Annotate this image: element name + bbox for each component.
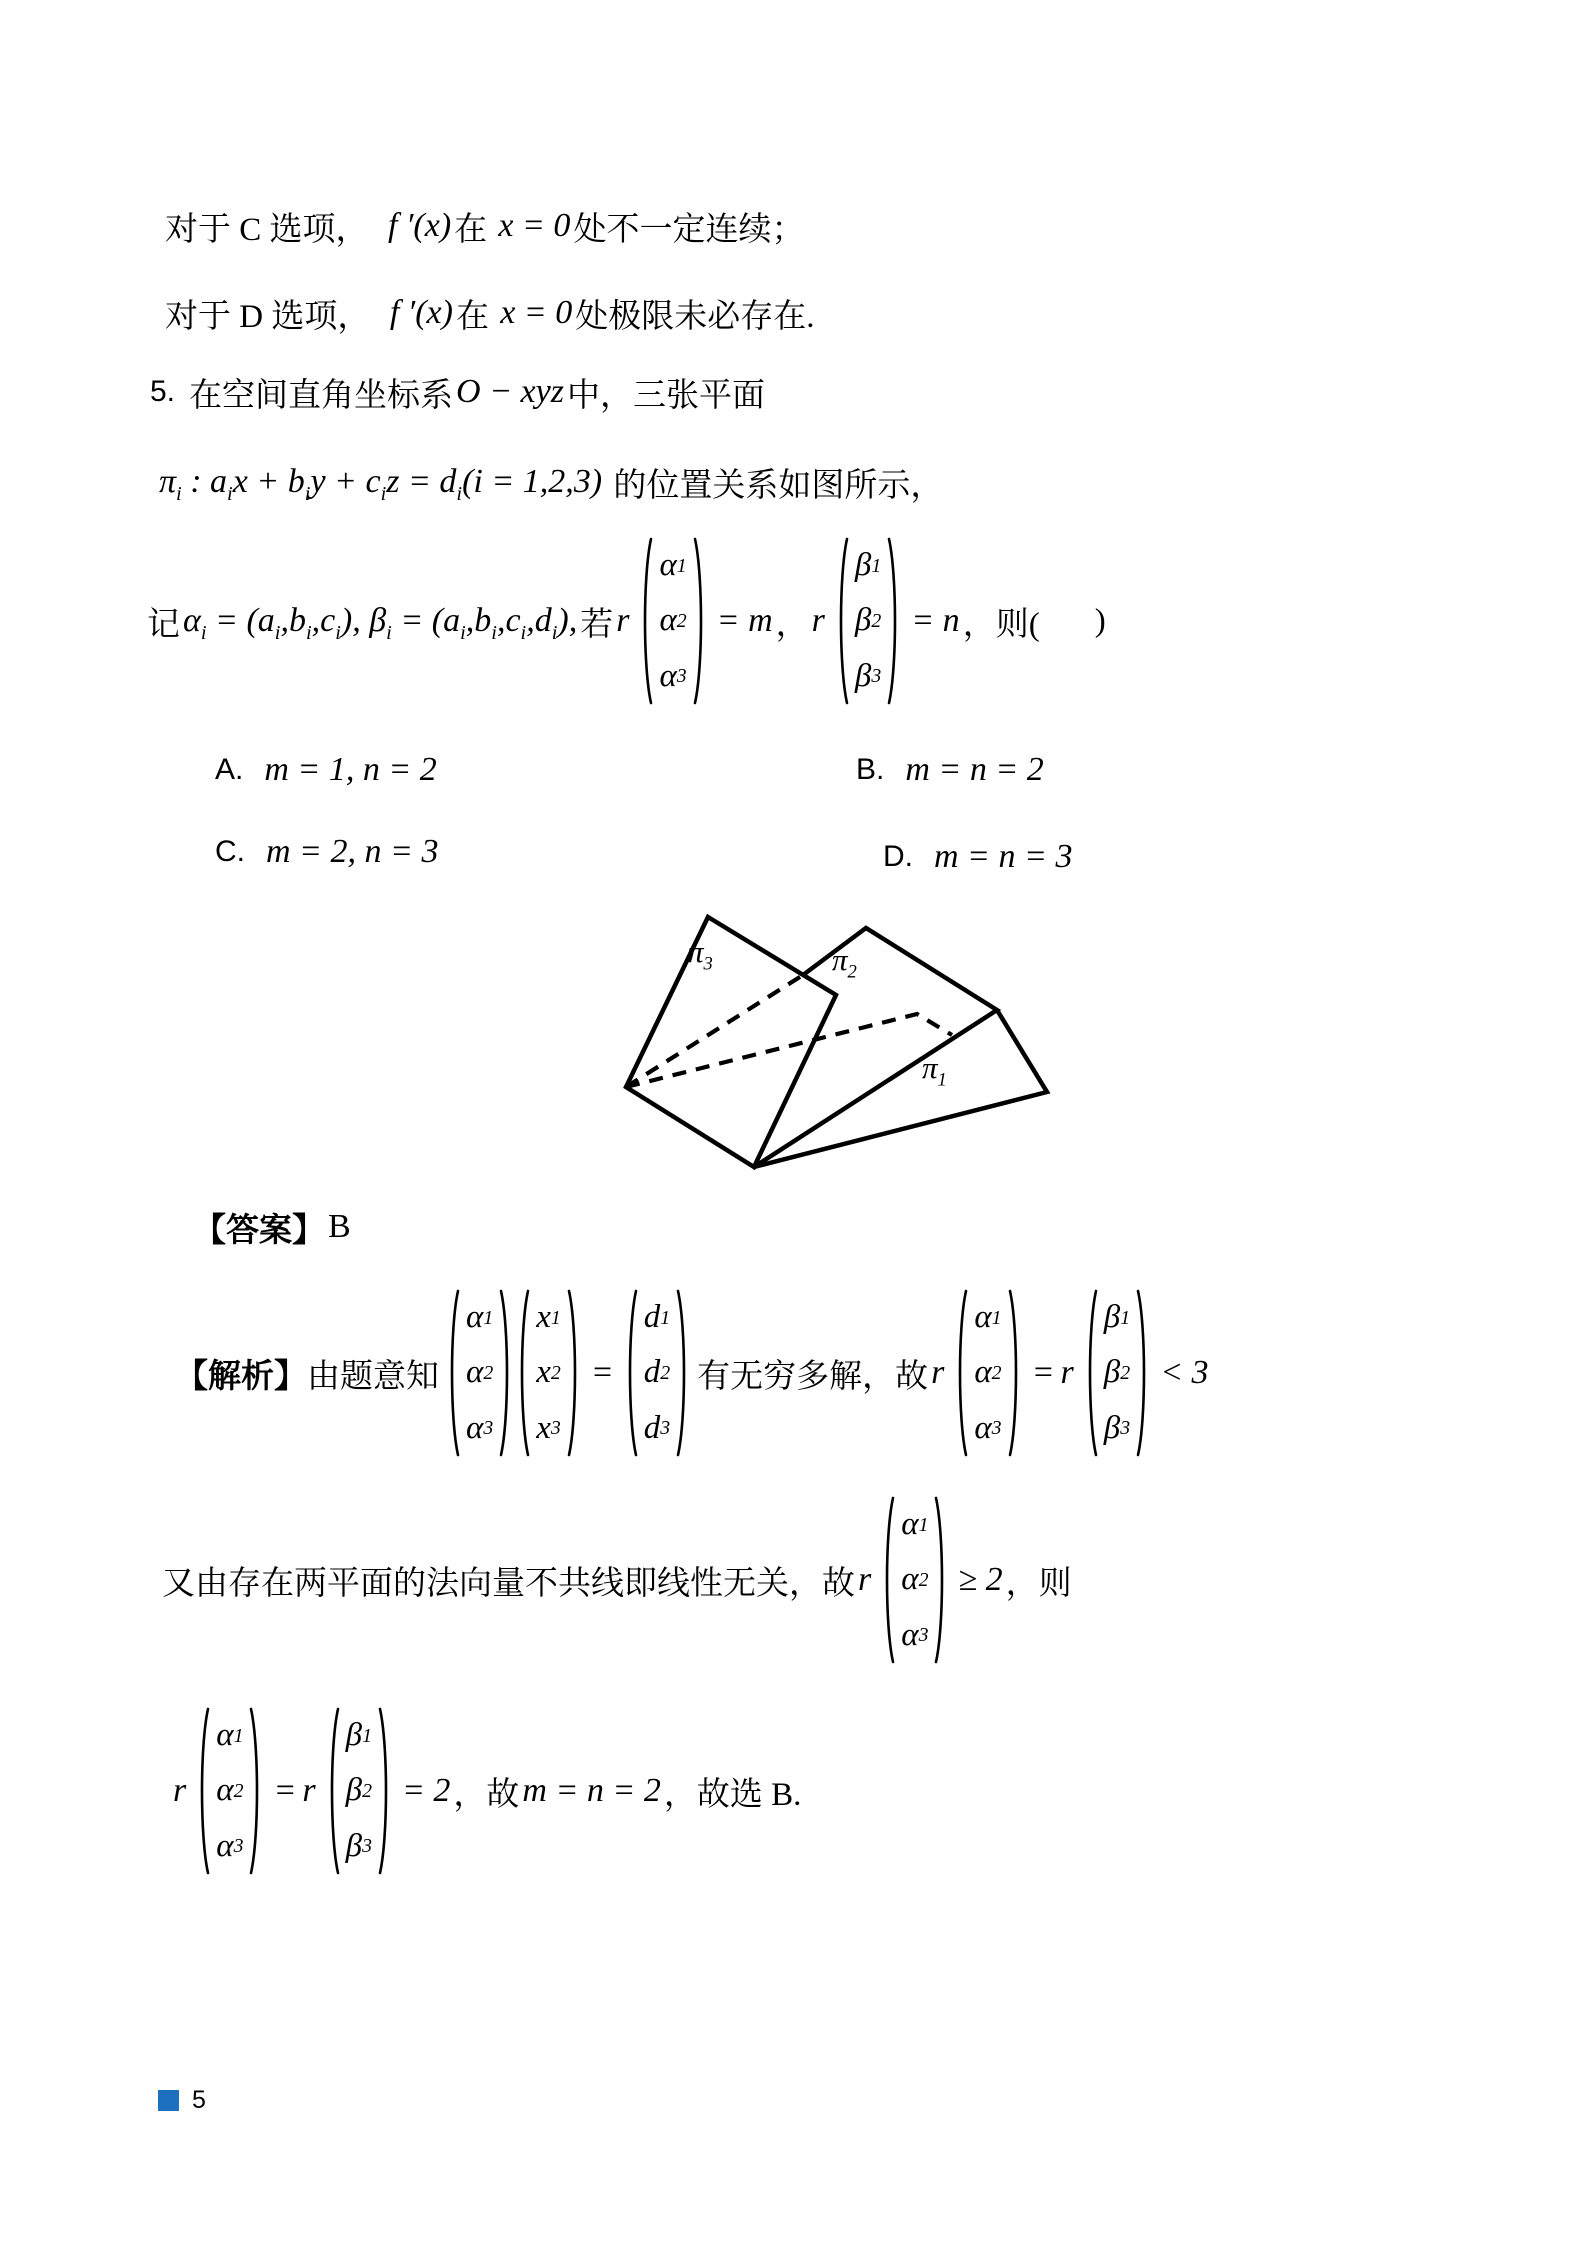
text-run: 对于 C 选项， — [165, 211, 386, 248]
page-number: 5 — [192, 2086, 206, 2114]
right-paren-icon — [887, 535, 901, 707]
right-paren-icon — [1008, 1287, 1022, 1459]
option-c — [215, 826, 441, 878]
question-stem — [150, 366, 765, 418]
matrix-entry: β 2 — [854, 602, 882, 639]
rank-definition-line — [147, 535, 1106, 707]
matrix-entry: α 2 — [466, 1354, 494, 1391]
matrix-beta — [1084, 1287, 1150, 1459]
answer-value: B — [328, 1208, 351, 1245]
matrix-d — [624, 1287, 690, 1459]
matrix-alpha — [446, 1287, 513, 1459]
math-run: O − xyz — [456, 373, 564, 410]
matrix-entry: α 3 — [974, 1409, 1002, 1446]
text-run: 又由存在两平面的法向量不共线即线性无关，故 — [162, 1565, 855, 1602]
plane-pi3-outline — [626, 917, 836, 1167]
plane-equation-line — [156, 454, 943, 510]
matrix-entry: x 1 — [536, 1299, 561, 1336]
math-run: = — [1031, 1354, 1055, 1391]
right-paren-icon — [499, 1287, 513, 1459]
matrix-entry: α 2 — [901, 1561, 929, 1598]
right-paren-icon — [693, 535, 707, 707]
option-label: C. — [215, 835, 245, 868]
paragraph-option-c — [165, 200, 804, 252]
text-run: ，故 — [453, 1776, 520, 1813]
right-paren-icon — [567, 1287, 581, 1459]
matrix-alpha — [196, 1705, 263, 1877]
analysis-line-1 — [175, 1287, 1212, 1459]
matrix-entry: x 2 — [536, 1354, 561, 1391]
planes-figure — [600, 890, 1080, 1190]
matrix-entries — [653, 535, 692, 707]
math-run: r — [1060, 1354, 1074, 1391]
matrix-entries — [340, 1705, 378, 1877]
text-run: ，故选 B. — [663, 1776, 802, 1813]
option-formula: m = 1, n = 2 — [264, 751, 437, 788]
left-paren-icon — [196, 1705, 210, 1877]
math-run: = 2 — [401, 1772, 451, 1809]
analysis-line-2 — [162, 1494, 1072, 1666]
paragraph-option-d — [165, 287, 815, 339]
matrix-entry: β 1 — [854, 547, 882, 584]
planes-drawing — [600, 890, 1080, 1190]
matrix-entry: α 3 — [901, 1616, 929, 1653]
matrix-entry: β 1 — [1103, 1299, 1131, 1336]
math-run: = m — [716, 602, 773, 639]
matrix-entry: β 1 — [345, 1717, 372, 1754]
math-run: x = 0 — [498, 207, 571, 244]
text-run: 对于 D 选项， — [165, 298, 387, 335]
option-label: A. — [215, 753, 244, 786]
math-run: $\alpha_i = (a_i,b_i,c_i)$, $\beta_i = (a_i,b_i,c_i,d_i)$, — [183, 602, 578, 645]
matrix-entry: β 2 — [1103, 1354, 1131, 1391]
plane-pi1-outline — [754, 1010, 1047, 1167]
matrix-entry: α 3 — [216, 1827, 244, 1864]
text-run: 处不一定连续； — [573, 211, 805, 248]
text-run: 在空间直角坐标系 — [189, 377, 454, 414]
matrix-entry: α 1 — [659, 547, 687, 584]
option-a — [215, 744, 440, 796]
left-paren-icon — [624, 1287, 638, 1459]
text-run: 在 — [455, 298, 498, 335]
answer-line — [193, 1202, 354, 1252]
math-run: r — [931, 1354, 945, 1391]
matrix-entry: α 1 — [216, 1717, 244, 1754]
math-run: ≥ 2 — [958, 1561, 1003, 1598]
matrix-entry: α 2 — [974, 1354, 1002, 1391]
math-run: f ′(x) — [388, 207, 452, 244]
matrix-entries — [895, 1494, 934, 1666]
matrix-entry: β 3 — [1103, 1409, 1131, 1446]
option-formula: m = 2, n = 3 — [266, 833, 439, 870]
matrix-entry: x 3 — [536, 1409, 561, 1446]
matrix-entries — [968, 1287, 1007, 1459]
matrix-entries — [849, 535, 887, 707]
math-run: r — [811, 602, 825, 639]
math-run: r — [173, 1772, 187, 1809]
matrix-entry: α 2 — [659, 602, 687, 639]
option-formula: m = n = 2 — [905, 751, 1044, 788]
matrix-entry: β 3 — [345, 1827, 372, 1864]
matrix-beta — [326, 1705, 392, 1877]
math-run: $\pi_i$ : $a_ix + b_iy + c_iz = d_i(i = 1,2,3)$ — [159, 463, 603, 506]
text-run: ) — [1094, 602, 1106, 639]
plane-pi1-label: $\pi_1$ — [922, 1050, 947, 1091]
text-run: ，则( — [962, 606, 1040, 643]
matrix-entry: α 1 — [974, 1299, 1002, 1336]
question-number: 5. — [150, 375, 176, 408]
footer-accent-square — [158, 2090, 179, 2111]
math-run: = — [590, 1354, 614, 1391]
left-paren-icon — [639, 535, 653, 707]
option-b — [856, 744, 1047, 796]
math-run: x = 0 — [500, 294, 573, 331]
right-paren-icon — [1136, 1287, 1150, 1459]
matrix-entry: α 3 — [466, 1409, 494, 1446]
text-run: 的位置关系如图所示， — [605, 467, 944, 504]
text-run: 中，三张平面 — [566, 377, 765, 414]
matrix-entry: d 1 — [643, 1299, 671, 1336]
text-run: 若 — [580, 606, 614, 643]
matrix-entry: α 2 — [216, 1772, 244, 1809]
matrix-entry: α 1 — [466, 1299, 494, 1336]
right-paren-icon — [378, 1705, 392, 1877]
matrix-alpha — [954, 1287, 1021, 1459]
math-run: r — [616, 602, 630, 639]
option-formula: m = n = 3 — [934, 838, 1073, 875]
conclusion-line — [170, 1705, 801, 1877]
matrix-entries — [530, 1287, 567, 1459]
left-paren-icon — [954, 1287, 968, 1459]
page-footer — [158, 2086, 206, 2115]
option-label: B. — [856, 753, 885, 786]
matrix-alpha — [881, 1494, 948, 1666]
left-paren-icon — [446, 1287, 460, 1459]
text-run: ，则 — [1005, 1565, 1072, 1602]
matrix-entry: α 3 — [659, 657, 687, 694]
text-run: 有无穷多解，故 — [697, 1358, 929, 1395]
left-paren-icon — [516, 1287, 530, 1459]
right-paren-icon — [676, 1287, 690, 1459]
math-run: m = n = 2 — [522, 1772, 661, 1809]
matrix-beta — [835, 535, 901, 707]
math-run: = — [273, 1772, 297, 1809]
matrix-entries — [1098, 1287, 1136, 1459]
math-run: r — [302, 1772, 316, 1809]
matrix-entries — [638, 1287, 676, 1459]
matrix-entries — [460, 1287, 499, 1459]
text-run: 处极限未必存在. — [575, 298, 815, 335]
analysis-tag: 【解析】 — [175, 1356, 307, 1394]
math-run: < 3 — [1160, 1354, 1209, 1391]
matrix-entry: β 3 — [854, 657, 882, 694]
text-run: 记 — [147, 606, 180, 643]
left-paren-icon — [1084, 1287, 1098, 1459]
matrix-alpha — [639, 535, 706, 707]
left-paren-icon — [835, 535, 849, 707]
matrix-x — [516, 1287, 581, 1459]
left-paren-icon — [881, 1494, 895, 1666]
answer-tag: 【答案】 — [193, 1210, 325, 1248]
text-run: ， — [775, 606, 809, 643]
plane-pi3-label: $\pi_3$ — [688, 934, 713, 975]
right-paren-icon — [934, 1494, 948, 1666]
hidden-intersection-line-lower — [626, 1014, 952, 1091]
text-run: 由题意知 — [307, 1358, 439, 1395]
plane-pi2-label: $\pi_2$ — [832, 942, 857, 983]
matrix-entry: d 3 — [643, 1409, 671, 1446]
math-run: f ′(x) — [389, 294, 453, 331]
option-label: D. — [883, 840, 913, 873]
left-paren-icon — [326, 1705, 340, 1877]
right-paren-icon — [249, 1705, 263, 1877]
math-run: = n — [911, 602, 960, 639]
matrix-entries — [210, 1705, 249, 1877]
math-run: r — [858, 1561, 872, 1598]
matrix-entry: α 1 — [901, 1506, 929, 1543]
text-run: 在 — [454, 211, 496, 248]
matrix-entry: β 2 — [345, 1772, 372, 1809]
option-d — [883, 831, 1075, 883]
matrix-entry: d 2 — [643, 1354, 671, 1391]
